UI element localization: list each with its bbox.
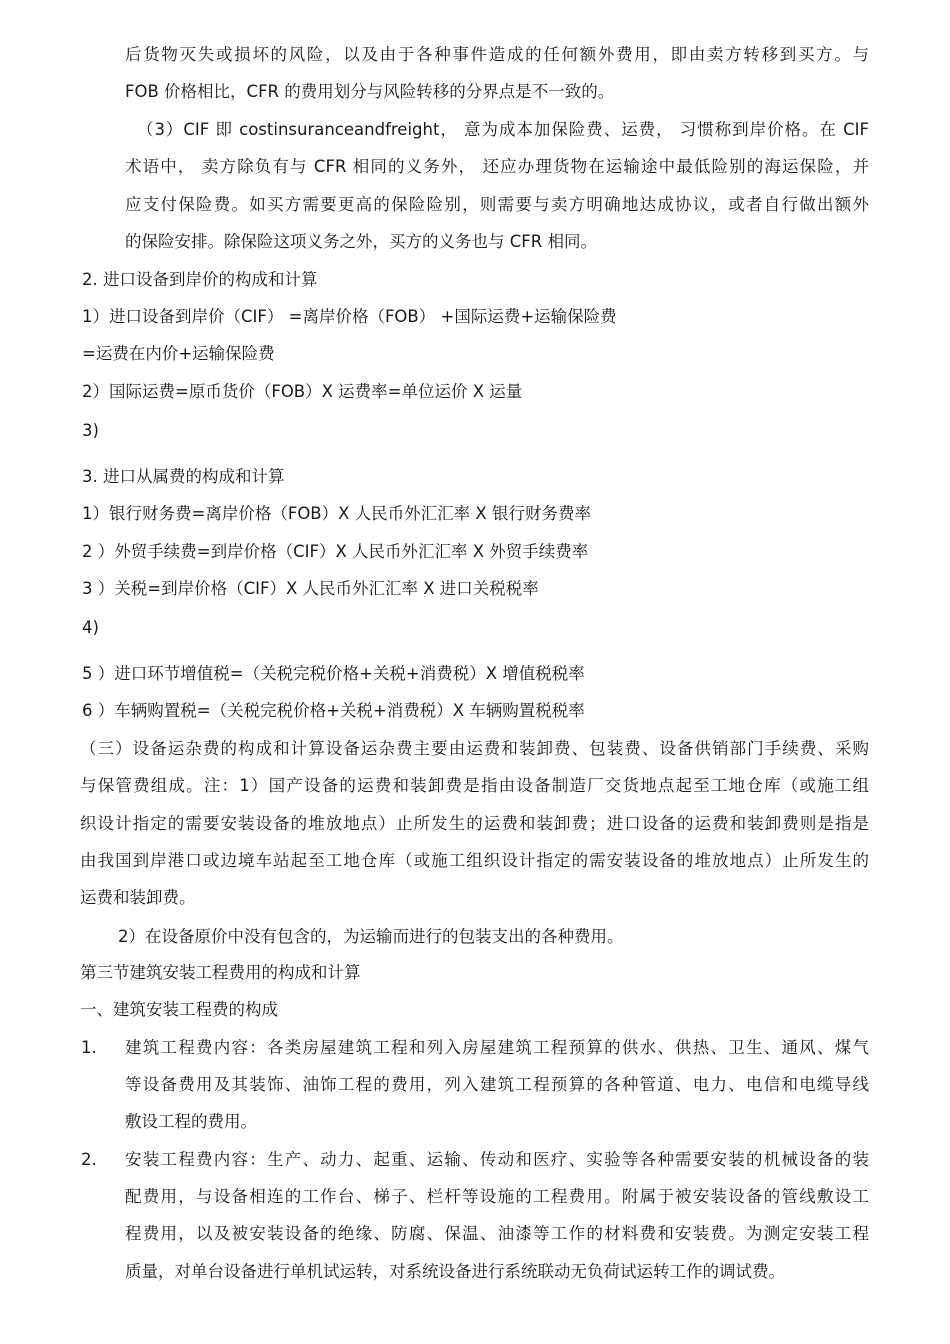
- list-item-line: 建筑工程费内容：各类房屋建筑工程和列入房屋建筑工程预算的供水、供热、卫生、通风、煤气: [125, 1038, 869, 1057]
- paragraph-line: 与保管费组成。注：1）国产设备的运费和装卸费是指由设备制造厂交货地点起至工地仓库（或施工组: [80, 776, 869, 795]
- formula-line: 3): [82, 421, 99, 440]
- formula-line: 2 ）外贸手续费=到岸价格（CIF）X 人民币外汇汇率 X 外贸手续费率: [82, 542, 589, 561]
- formula-line: 1）进口设备到岸价（CIF） =离岸价格（FOB） +国际运费+运输保险费: [82, 307, 617, 326]
- paragraph-line: FOB 价格相比，CFR 的费用划分与风险转移的分界点是不一致的。: [125, 82, 615, 101]
- paragraph-line: 运费和装卸费。: [80, 888, 196, 907]
- list-number: 1.: [81, 1038, 97, 1057]
- formula-line: 4): [82, 618, 99, 637]
- formula-line: 3 ）关税=到岸价格（CIF）X 人民币外汇汇率 X 进口关税税率: [82, 579, 539, 598]
- formula-line: 6 ）车辆购置税=（关税完税价格+关税+消费税）X 车辆购置税税率: [82, 701, 585, 720]
- chapter-heading: 第三节建筑安装工程费用的构成和计算: [80, 963, 361, 982]
- formula-line: 1）银行财务费=离岸价格（FOB）X 人民币外汇汇率 X 银行财务费率: [82, 504, 591, 523]
- paragraph-line: 的保险安排。除保险这项义务之外，买方的义务也与 CFR 相同。: [125, 232, 597, 251]
- formula-line: 5 ）进口环节增值税=（关税完税价格+关税+消费税）X 增值税税率: [82, 664, 585, 683]
- section-heading: 3. 进口从属费的构成和计算: [82, 467, 285, 486]
- list-item-line: 敷设工程的费用。: [125, 1112, 257, 1131]
- paragraph-line: 后货物灭失或损坏的风险，以及由于各种事件造成的任何额外费用，即由卖方转移到买方。与: [125, 45, 869, 64]
- section-heading: 一、建筑安装工程费的构成: [80, 1000, 278, 1019]
- list-item-line: 程费用，以及被安装设备的绝缘、防腐、保温、油漆等工作的材料费和安装费。为测定安装工程: [125, 1224, 869, 1243]
- paragraph-line: 织设计指定的需要安装设备的堆放地点）止所发生的运费和装卸费；进口设备的运费和装卸费则是指是: [80, 814, 869, 833]
- list-item-line: 安装工程费内容：生产、动力、起重、运输、传动和医疗、实验等各种需要安装的机械设备的装: [125, 1150, 869, 1169]
- list-item-line: 配费用，与设备相连的工作台、梯子、栏杆等设施的工程费用。附属于被安装设备的管线敷设工: [125, 1187, 869, 1206]
- paragraph-line: 由我国到岸港口或边境车站起至工地仓库（或施工组织设计指定的需安装设备的堆放地点）止所发生的: [80, 851, 869, 870]
- section-heading: 2. 进口设备到岸价的构成和计算: [82, 270, 318, 289]
- paragraph-line: 2）在设备原价中没有包含的，为运输而进行的包装支出的各种费用。: [118, 927, 624, 946]
- formula-line: =运费在内价+运输保险费: [82, 344, 275, 363]
- paragraph-line: 应支付保险费。如买方需要更高的保险险别，则需要与卖方明确地达成协议，或者自行做出额外: [125, 195, 869, 214]
- formula-line: 2）国际运费=原币货价（FOB）X 运费率=单位运价 X 运量: [82, 382, 523, 401]
- list-item-line: 等设备费用及其装饰、油饰工程的费用，列入建筑工程预算的各种管道、电力、电信和电缆导线: [125, 1075, 869, 1094]
- paragraph-line: 术语中， 卖方除负有与 CFR 相同的义务外， 还应办理货物在运输途中最低险别的海运保险，并: [125, 157, 869, 176]
- paragraph-line: （3）CIF 即 costinsuranceandfreight， 意为成本加保险费、运费， 习惯称到岸价格。在 CIF: [137, 120, 869, 139]
- list-item-line: 质量，对单台设备进行单机试运转，对系统设备进行系统联动无负荷试运转工作的调试费。: [125, 1262, 785, 1281]
- paragraph-line: （三）设备运杂费的构成和计算设备运杂费主要由运费和装卸费、包装费、设备供销部门手续费、采购: [80, 739, 869, 758]
- list-number: 2.: [81, 1150, 97, 1169]
